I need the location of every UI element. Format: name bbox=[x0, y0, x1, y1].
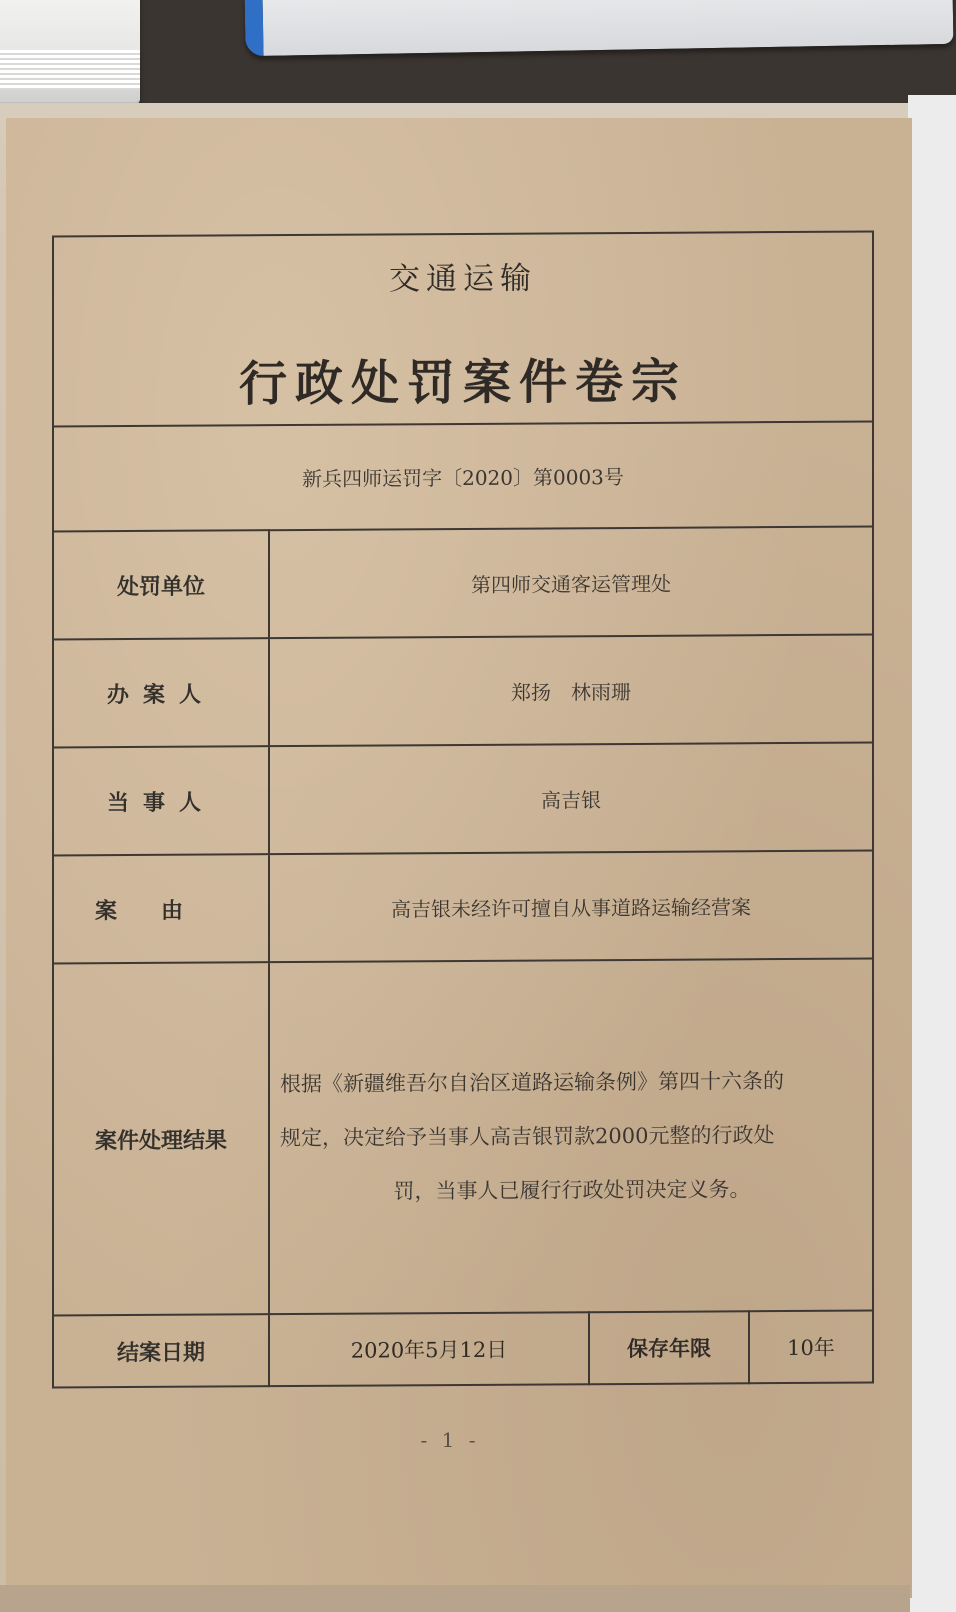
retention-label: 保存年限 bbox=[589, 1311, 749, 1384]
result-line: 规定，决定给予当事人高吉银罚款2000元整的行政处 bbox=[280, 1123, 775, 1151]
table-row bbox=[53, 958, 873, 1315]
document-subtitle: 交通运输 bbox=[389, 260, 537, 298]
party-value: 高吉银 bbox=[269, 742, 873, 854]
result-value bbox=[269, 958, 873, 1314]
result-label: 案件处理结果 bbox=[53, 962, 269, 1315]
penalty-unit-label: 处罚单位 bbox=[53, 530, 269, 639]
close-date-label: 结案日期 bbox=[53, 1314, 269, 1387]
table-row bbox=[53, 850, 873, 963]
table-row bbox=[53, 742, 873, 855]
case-reason-value: 高吉银未经许可擅自从事道路运输经营案 bbox=[269, 850, 873, 962]
result-line: 根据《新疆维吾尔自治区道路运输条例》第四十六条的 bbox=[280, 1069, 784, 1097]
case-reason-label: 案由 bbox=[53, 854, 269, 963]
folder-bottom-edge bbox=[0, 1585, 910, 1612]
penalty-unit-value: 第四师交通客运管理处 bbox=[269, 526, 873, 638]
table-row bbox=[53, 1310, 873, 1387]
header-cell bbox=[53, 231, 873, 426]
result-line: 罚，当事人已履行行政处罚决定义务。 bbox=[393, 1177, 751, 1204]
background-strip bbox=[908, 95, 956, 1612]
case-file-form bbox=[52, 230, 874, 1388]
handler-value: 郑扬 林雨珊 bbox=[269, 634, 873, 746]
blue-folder bbox=[245, 0, 954, 56]
paper-stack bbox=[0, 0, 140, 105]
table-row bbox=[53, 526, 873, 639]
page-number: - 1 - bbox=[420, 1428, 480, 1452]
retention-value: 10年 bbox=[749, 1310, 873, 1383]
document-number: 新兵四师运罚字〔2020〕第0003号 bbox=[53, 421, 873, 531]
party-label: 当事人 bbox=[53, 746, 269, 855]
document-title: 行政处罚案件卷宗 bbox=[238, 353, 687, 413]
handler-label: 办案人 bbox=[53, 638, 269, 747]
table-row bbox=[53, 634, 873, 747]
close-date-value: 2020年5月12日 bbox=[269, 1312, 589, 1386]
